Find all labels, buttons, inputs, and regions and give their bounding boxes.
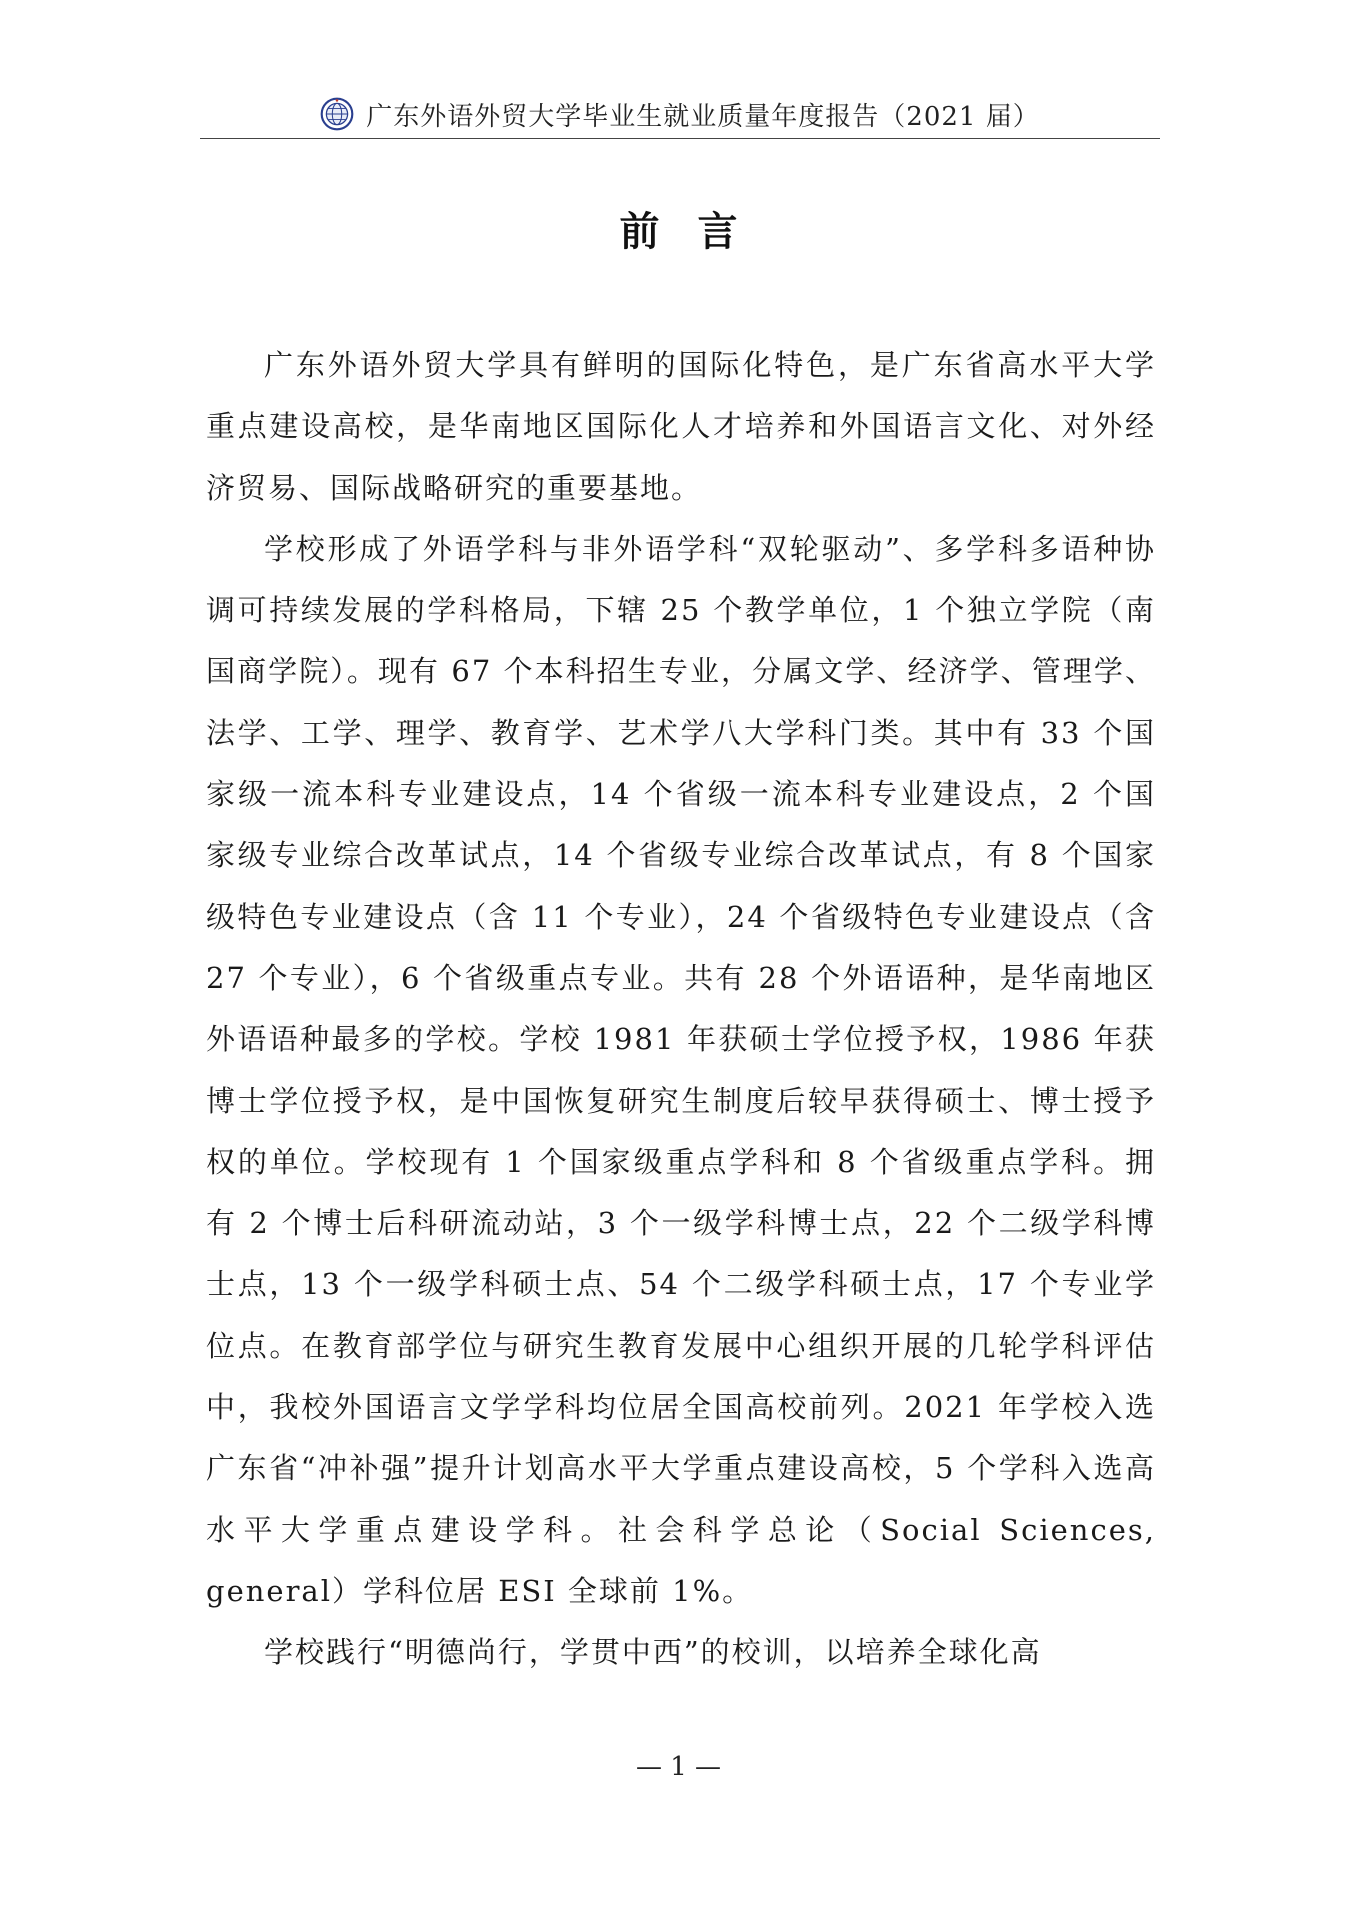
- page-title: 前言: [619, 208, 776, 255]
- page-number: — 1 —: [635, 1752, 722, 1782]
- paragraph-intro: 广东外语外贸大学具有鲜明的国际化特色，是广东省高水平大学重点建设高校，是华南地区国际化人才培养和外国语言文化、对外经济贸易、国际战略研究的重要基地。: [206, 348, 1156, 505]
- university-seal-icon: [320, 97, 354, 131]
- header-divider: [200, 138, 1160, 139]
- paragraph-disciplines: 学校形成了外语学科与非外语学科“双轮驱动”、多学科多语种协调可持续发展的学科格局，下辖 25 个教学单位，1 个独立学院（南国商学院）。现有 67 个本科招生专业，分属文学、经济学、管理学、法学、工学、理学、教育学、艺术学八大学科门类。其中有 33 个国家级一流本科专业建设点，14 个省级一流本科专业建设点，2 个国家级专业综合改革试点，14 个省级专业综合改革试点，有 8 个国家级特色专业建设点（含 11 个专业），24 个省级特色专业建设点（含 27 个专业），6 个省级重点专业。共有 28 个外语语种，是华南地区外语语种最多的学校。学校 1981 年获硕士学位授予权，1986 年获博士学位授予权，是中国恢复研究生制度后较早获得硕士、博士授予权的单位。学校现有 1 个国家级重点学科和 8 个省级重点学科。拥有 2 个博士后科研流动站，3 个一级学科博士点，22 个二级学科博士点，13 个一级学科硕士点、54 个二级学科硕士点，17 个专业学位点。在教育部学位与研究生教育发展中心组织开展的几轮学科评估中，我校外国语言文学学科均位居全国高校前列。2021 年学校入选广东省“冲补强”提升计划高水平大学重点建设高校，5 个学科入选高水平大学重点建设学科。社会科学总论（Social Sciences, general）学科位居 ESI 全球前 1%。: [206, 531, 1156, 1608]
- report-header-title: 广东外语外贸大学毕业生就业质量年度报告（2021 届）: [366, 101, 1040, 132]
- running-header: [200, 92, 1160, 136]
- body-text: [206, 335, 1156, 1684]
- paragraph-motto: 学校践行“明德尚行，学贯中西”的校训，以培养全球化高: [264, 1635, 1042, 1670]
